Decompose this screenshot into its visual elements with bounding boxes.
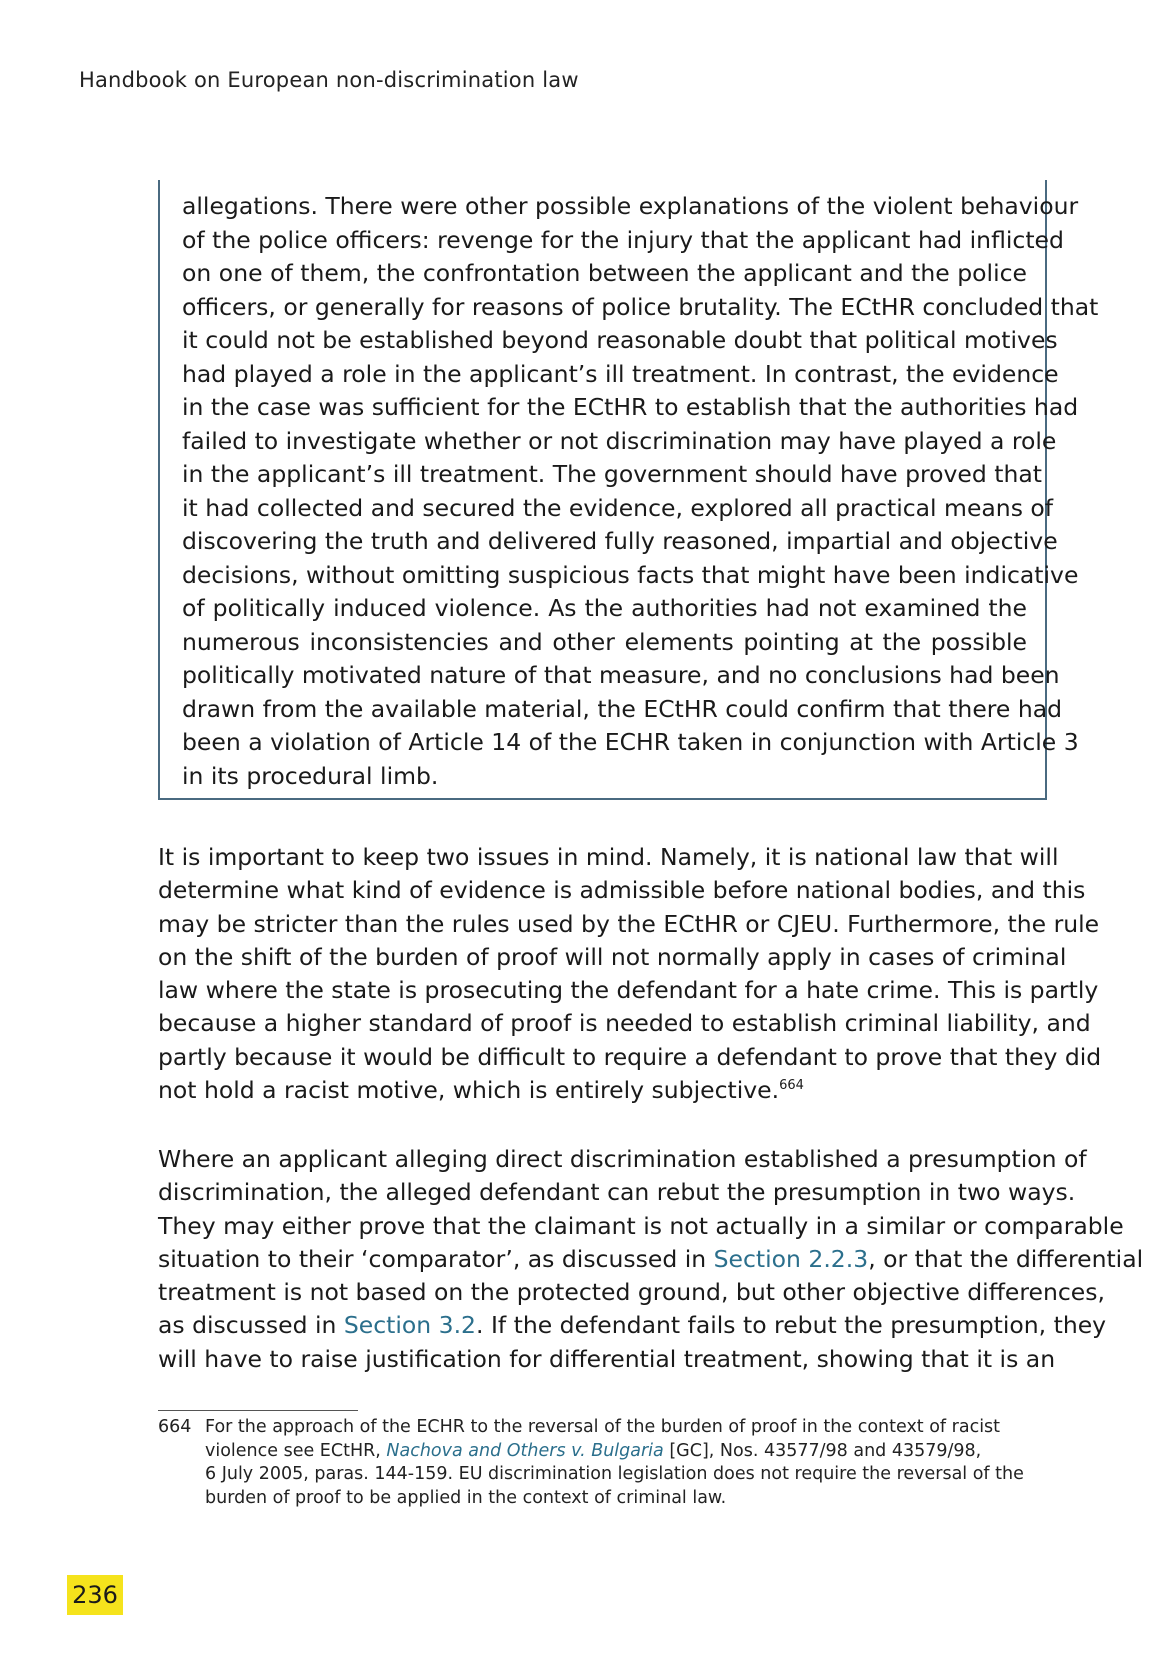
paragraph-line: determine what kind of evidence is admissible before national bodies, and this <box>158 876 1086 905</box>
paragraph-line <box>158 1243 1144 1276</box>
paragraph-line <box>158 1309 1107 1342</box>
line-text: as discussed in <box>158 1311 344 1340</box>
paragraph-line: Where an applicant alleging direct discrimination established a presumption of <box>158 1145 1087 1173</box>
paragraph-line: law where the state is prosecuting the defendant for a hate crime. This is partly <box>158 976 1099 1005</box>
case-line: drawn from the available material, the ECtHR could confirm that there had <box>182 694 1063 723</box>
footnote-line <box>205 1440 1055 1464</box>
footnote-number: 664 <box>158 1417 192 1437</box>
case-line: of the police officers: revenge for the injury that the applicant had inflicted <box>182 225 1064 254</box>
page-number-badge: 236 <box>67 1575 123 1615</box>
case-line: of politically induced violence. As the authorities had not examined the <box>182 594 1027 622</box>
case-line: had played a role in the applicant’s ill treatment. In contrast, the evidence <box>182 359 1059 388</box>
body-paragraph-rebuttal <box>158 1143 1144 1376</box>
case-line: it had collected and secured the evidence, explored all practical means of <box>182 493 1054 522</box>
case-line: in the applicant’s ill treatment. The government should have proved that <box>182 460 1042 488</box>
case-summary-text <box>182 190 1099 793</box>
paragraph-line: because a higher standard of proof is needed to establish criminal liability, and <box>158 1009 1091 1038</box>
case-line: allegations. There were other possible explanations of the violent behaviour <box>182 192 1079 220</box>
case-line: it could not be established beyond reasonable doubt that political motives <box>182 326 1058 354</box>
footnote-line: 6 July 2005, paras. 144-159. EU discrimination legislation does not require the reversal of the <box>205 1464 1024 1484</box>
section-link-3-2[interactable]: Section 3.2 <box>343 1311 476 1340</box>
paragraph-line: may be stricter than the rules used by the ECtHR or CJEU. Furthermore, the rule <box>158 909 1100 938</box>
case-line: in its procedural limb. <box>182 761 439 790</box>
section-link-2-2-3[interactable]: Section 2.2.3 <box>713 1244 869 1273</box>
footnote-text <box>205 1416 1055 1510</box>
case-line: been a violation of Article 14 of the ECHR taken in conjunction with Article 3 <box>182 728 1079 756</box>
line-text: violence see ECtHR, <box>205 1440 387 1461</box>
line-text: [GC], Nos. 43577/98 and 43579/98, <box>663 1440 982 1461</box>
case-line: on one of them, the confrontation between the applicant and the police <box>182 259 1027 287</box>
line-text: situation to their ‘comparator’, as discussed in <box>158 1244 714 1273</box>
case-line: discovering the truth and delivered fully reasoned, impartial and objective <box>182 527 1058 555</box>
case-citation-link[interactable]: Nachova and Others v. Bulgaria <box>386 1440 664 1461</box>
paragraph-line: will have to raise justification for differential treatment, showing that it is an <box>158 1344 1056 1373</box>
footnote-divider <box>158 1410 358 1411</box>
case-line: officers, or generally for reasons of police brutality. The ECtHR concluded that <box>182 292 1099 321</box>
case-line: decisions, without omitting suspicious facts that might have been indicative <box>182 560 1079 589</box>
running-header: Handbook on European non-discrimination law <box>79 68 579 92</box>
body-paragraph-evidence <box>158 841 1102 1107</box>
paragraph-line: discrimination, the alleged defendant can rebut the presumption in two ways. <box>158 1178 1076 1207</box>
line-text: . If the defendant fails to rebut the presumption, they <box>476 1311 1107 1340</box>
line-text: , or that the differential <box>868 1244 1144 1273</box>
paragraph-line: partly because it would be difficult to require a defendant to prove that they did <box>158 1042 1102 1071</box>
paragraph-line <box>158 1074 1048 1107</box>
case-line: in the case was sufficient for the ECtHR to establish that the authorities had <box>182 393 1079 421</box>
paragraph-last-text: not hold a racist motive, which is entirely subjective. <box>158 1076 780 1105</box>
footnote-line: burden of proof to be applied in the context of criminal law. <box>205 1487 727 1508</box>
case-line: failed to investigate whether or not discrimination may have played a role <box>182 426 1057 455</box>
paragraph-line: It is important to keep two issues in mind. Namely, it is national law that will <box>158 843 1059 871</box>
case-line: numerous inconsistencies and other elements pointing at the possible <box>182 627 1027 656</box>
paragraph-line: They may either prove that the claimant is not actually in a similar or comparable <box>158 1211 1124 1240</box>
case-line: politically motivated nature of that measure, and no conclusions had been <box>182 661 1060 689</box>
footnote-line: For the approach of the ECHR to the reversal of the burden of proof in the context of racist <box>205 1417 1001 1437</box>
paragraph-line: treatment is not based on the protected ground, but other objective differences, <box>158 1278 1105 1307</box>
paragraph-line: on the shift of the burden of proof will not normally apply in cases of criminal <box>158 942 1067 971</box>
footnote-reference[interactable]: 664 <box>779 1078 804 1094</box>
